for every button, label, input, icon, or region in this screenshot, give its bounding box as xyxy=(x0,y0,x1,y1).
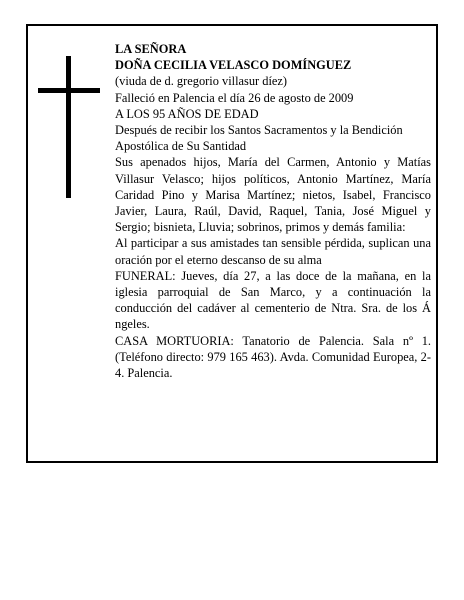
funeral-paragraph: FUNERAL: Jueves, día 27, a las doce de la mañana, en la iglesia parroquial de San Marco, y a continuación la conducción del cadáver al cementerio de Ntra. Sra. de los Á ngeles. xyxy=(115,268,431,332)
death-line: Falleció en Palencia el día 26 de agosto de 2009 xyxy=(115,90,354,105)
obituary-text xyxy=(115,41,431,381)
mortuary-paragraph: CASA MORTUORIA: Tanatorio de Palencia. Sala nº 1. (Teléfono directo: 979 165 463). Avda. Comunidad Europea, 2-4. Palencia. xyxy=(115,333,431,381)
cross-horizontal-bar xyxy=(38,88,100,93)
request-paragraph: Al participar a sus amistades tan sensible pérdida, suplican una oración por el eterno descanso de su alma xyxy=(115,236,431,267)
family-paragraph: Sus apenados hijos, María del Carmen, Antonio y Matías Villasur Velasco; hijos políticos, Antonio Martínez, María Caridad Pino y Marisa Martínez; nietos, Isabel, Francisco Javier, Laura, Raúl, David, Raquel, Tania, José Miguel y Sergio; bisnieta, Lluvia; sobrinos, primos y demás familia: xyxy=(115,155,431,235)
sacraments-paragraph: Después de recibir los Santos Sacramentos y la Bendición Apostólica de Su Santidad xyxy=(115,123,403,154)
notice-title: LA SEÑORA xyxy=(115,42,187,56)
cross-vertical-bar xyxy=(66,56,71,198)
cross-icon xyxy=(38,56,100,198)
widow-of-line: (viuda de d. gregorio villasur díez) xyxy=(115,74,288,89)
obituary-notice xyxy=(26,24,438,463)
age-line: A LOS 95 AÑOS DE EDAD xyxy=(115,106,259,121)
deceased-name: DOÑA CECILIA VELASCO DOMÍNGUEZ xyxy=(115,58,352,73)
